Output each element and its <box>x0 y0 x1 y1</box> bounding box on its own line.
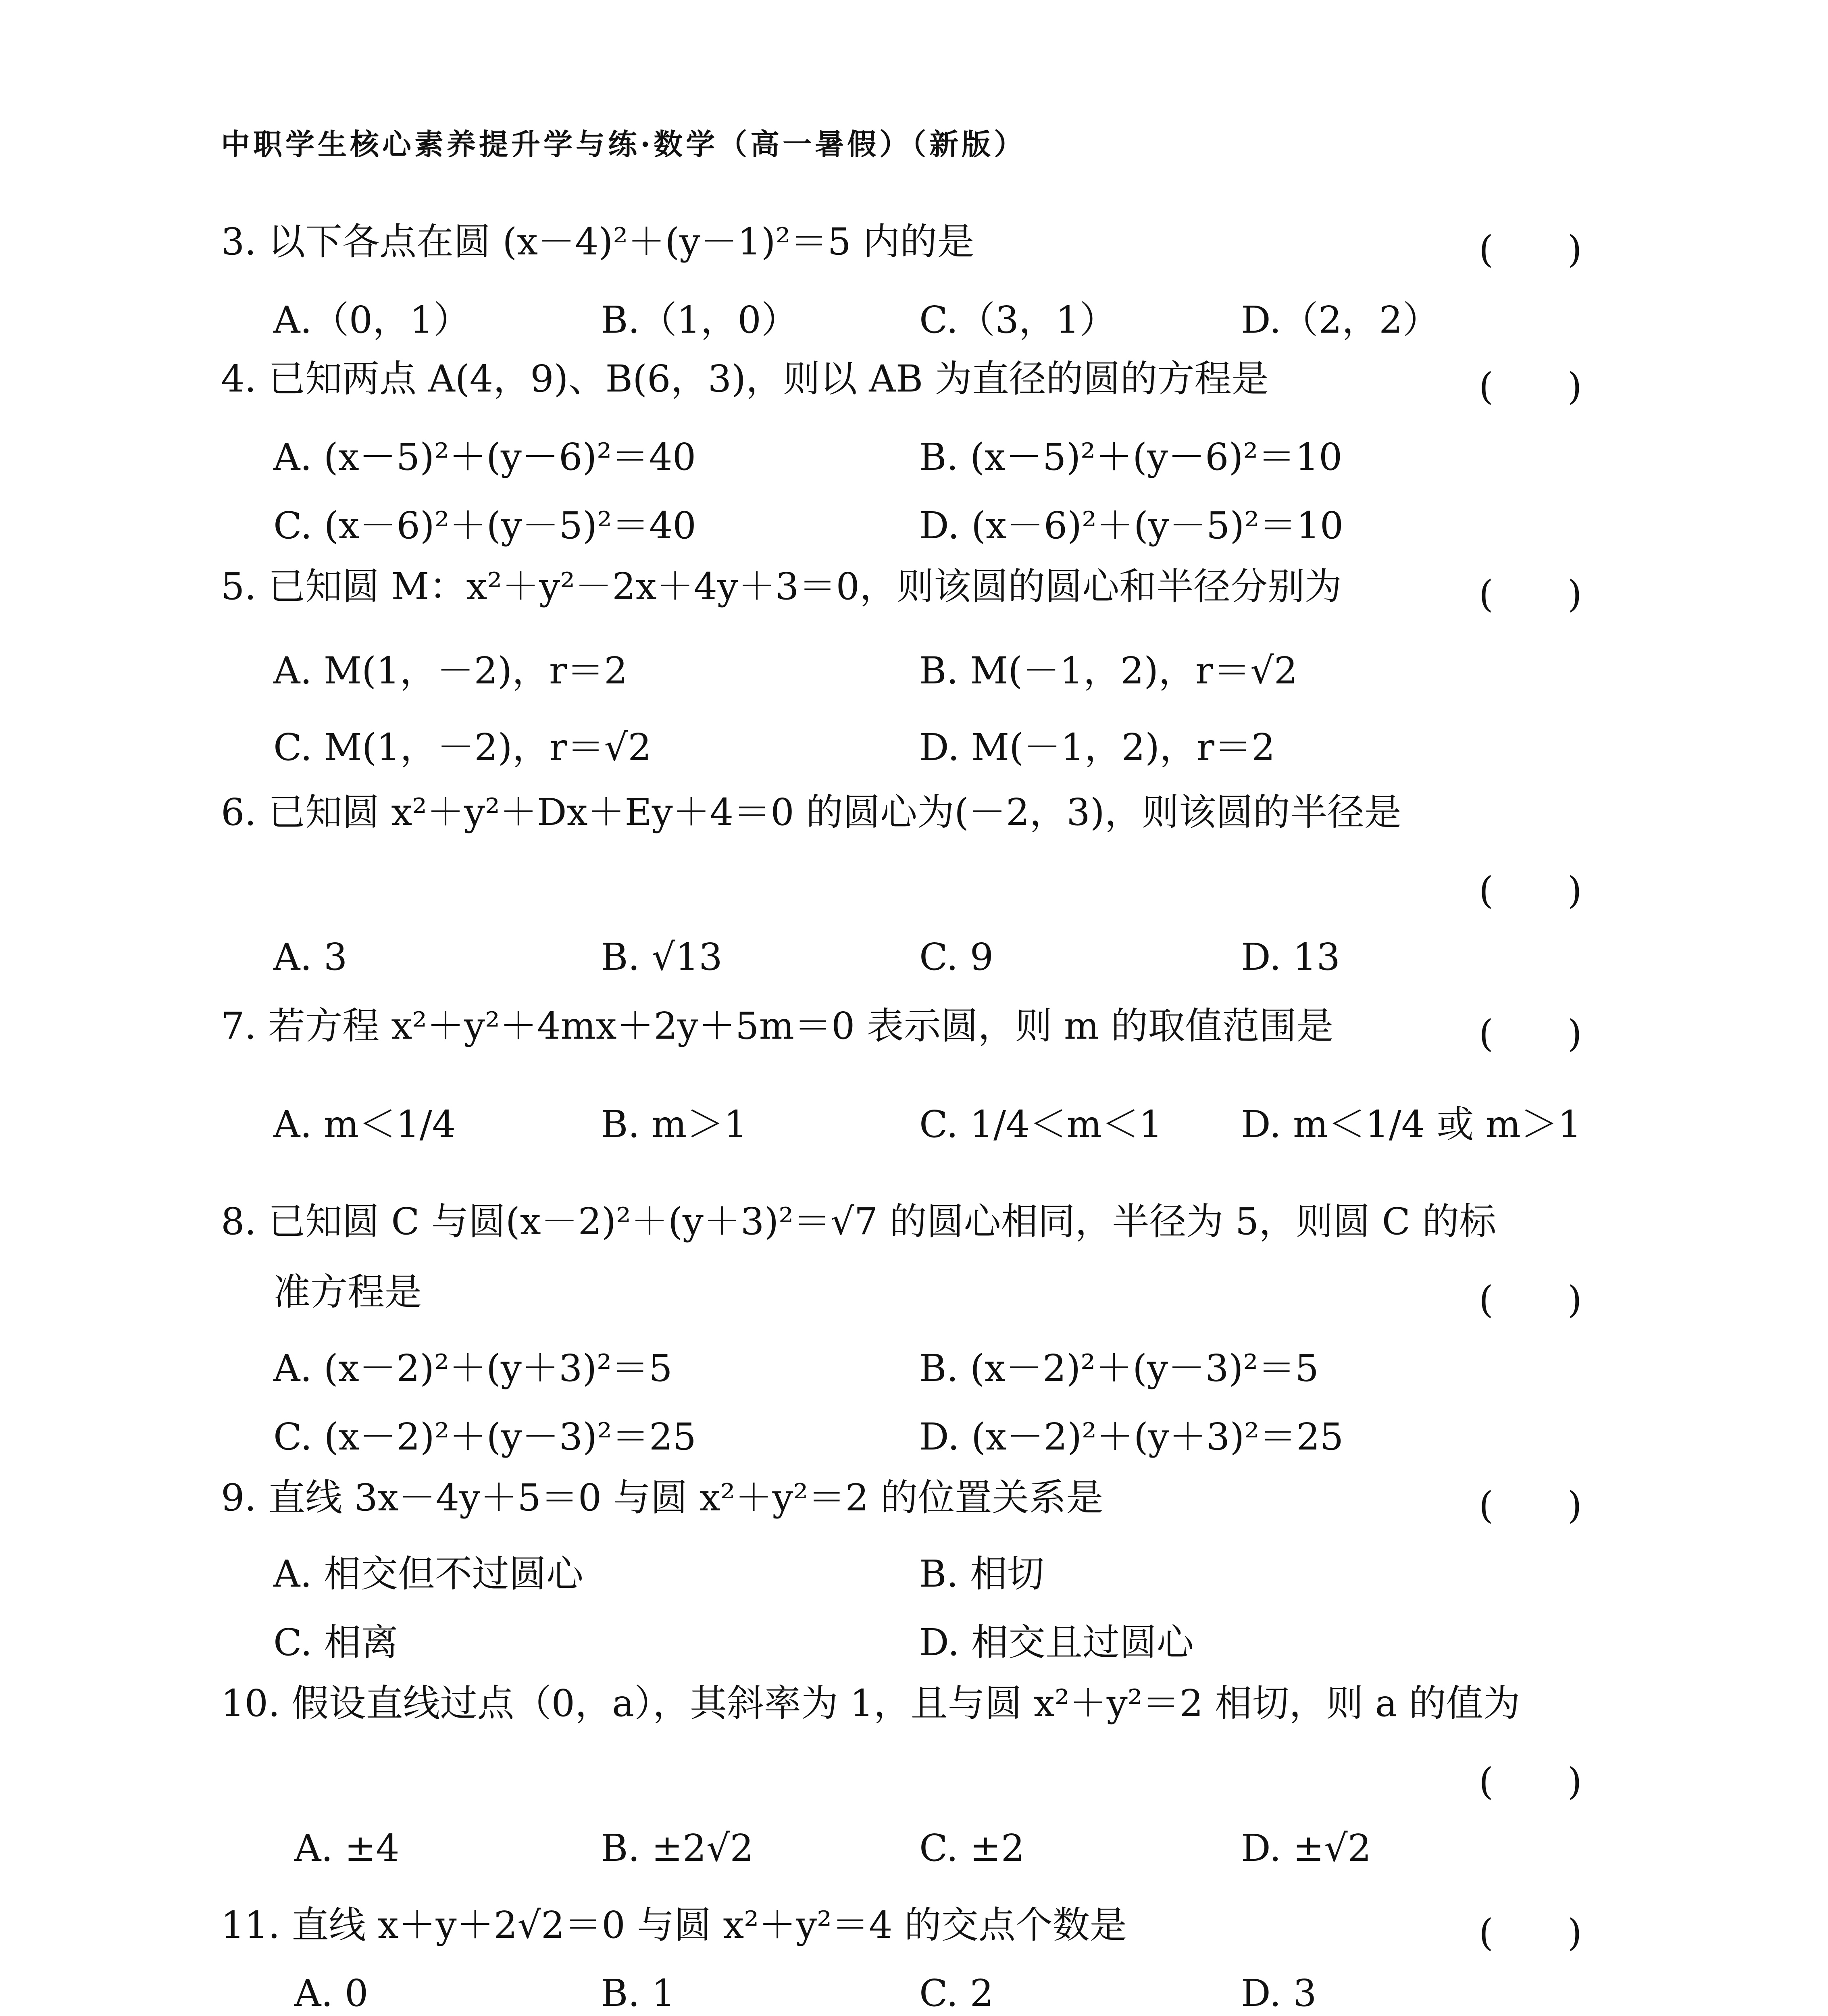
option-a: A. (x－5)²＋(y－6)²＝40 <box>273 435 696 479</box>
option-d: D. (x－6)²＋(y－5)²＝10 <box>919 504 1344 547</box>
option-c: C. (x－6)²＋(y－5)²＝40 <box>273 504 696 547</box>
answer-paren: ( ) <box>1479 1278 1582 1321</box>
question-11-stem: 11. 直线 x＋y＋2√2＝0 与圆 x²＋y²＝4 的交点个数是 <box>221 1904 1127 1947</box>
option-b: B. 相切 <box>919 1552 1045 1595</box>
option-c: C. 9 <box>919 935 994 979</box>
option-c: C. M(1，－2)，r＝√2 <box>273 726 652 769</box>
option-b: B. √13 <box>601 935 722 979</box>
option-d: D. M(－1，2)，r＝2 <box>919 726 1275 769</box>
answer-paren: ( ) <box>1479 573 1582 616</box>
option-a: A. m＜1/4 <box>273 1103 456 1146</box>
option-d: D. 相交且过圆心 <box>919 1621 1194 1664</box>
answer-paren: ( ) <box>1479 1012 1582 1055</box>
option-b: B. ±2√2 <box>601 1826 754 1870</box>
answer-paren: ( ) <box>1479 365 1582 408</box>
question-10-stem: 10. 假设直线过点（0，a），其斜率为 1，且与圆 x²＋y²＝2 相切，则 a 的值为 <box>221 1682 1520 1725</box>
option-d: D. 3 <box>1241 1972 1317 2015</box>
option-a: A.（0，1） <box>273 298 471 342</box>
option-c: C.（3，1） <box>919 298 1117 342</box>
option-c: C. (x－2)²＋(y－3)²＝25 <box>273 1415 696 1458</box>
answer-paren: ( ) <box>1479 1484 1582 1527</box>
option-b: B. (x－5)²＋(y－6)²＝10 <box>919 435 1343 479</box>
option-a: A. 相交但不过圆心 <box>273 1552 583 1595</box>
option-d: D. (x－2)²＋(y＋3)²＝25 <box>919 1415 1344 1458</box>
question-8-stem: 8. 已知圆 C 与圆(x－2)²＋(y＋3)²＝√7 的圆心相同，半径为 5，则圆 C 的标 <box>221 1200 1497 1243</box>
option-a: A. ±4 <box>294 1826 400 1870</box>
option-b: B. (x－2)²＋(y－3)²＝5 <box>919 1347 1319 1390</box>
question-7-stem: 7. 若方程 x²＋y²＋4mx＋2y＋5m＝0 表示圆，则 m 的取值范围是 <box>221 1004 1334 1048</box>
option-c: C. ±2 <box>919 1826 1025 1870</box>
option-d: D.（2，2） <box>1241 298 1440 342</box>
answer-paren: ( ) <box>1479 1911 1582 1954</box>
option-a: A. 0 <box>294 1972 369 2015</box>
question-3-stem: 3. 以下各点在圆 (x－4)²＋(y－1)²＝5 内的是 <box>221 220 974 263</box>
option-c: C. 1/4＜m＜1 <box>919 1103 1163 1146</box>
running-header: 中职学生核心素养提升学与练·数学（高一暑假）（新版） <box>221 127 1026 161</box>
question-8-stem-cont: 准方程是 <box>273 1270 422 1314</box>
option-b: B. M(－1，2)，r＝√2 <box>919 649 1298 692</box>
option-d: D. ±√2 <box>1241 1826 1372 1870</box>
question-6-stem: 6. 已知圆 x²＋y²＋Dx＋Ey＋4＝0 的圆心为(－2，3)，则该圆的半径是 <box>221 791 1401 834</box>
question-4-stem: 4. 已知两点 A(4，9)、B(6，3)，则以 AB 为直径的圆的方程是 <box>221 357 1269 400</box>
question-5-stem: 5. 已知圆 M：x²＋y²－2x＋4y＋3＝0，则该圆的圆心和半径分别为 <box>221 565 1342 608</box>
option-a: A. 3 <box>273 935 348 979</box>
answer-paren: ( ) <box>1479 228 1582 271</box>
option-a: A. (x－2)²＋(y＋3)²＝5 <box>273 1347 672 1390</box>
answer-paren: ( ) <box>1479 1760 1582 1803</box>
option-b: B. m＞1 <box>601 1103 747 1146</box>
option-a: A. M(1，－2)，r＝2 <box>273 649 628 692</box>
option-c: C. 2 <box>919 1972 994 2015</box>
question-9-stem: 9. 直线 3x－4y＋5＝0 与圆 x²＋y²＝2 的位置关系是 <box>221 1476 1103 1519</box>
option-b: B.（1，0） <box>601 298 798 342</box>
option-c: C. 相离 <box>273 1621 398 1664</box>
option-d: D. m＜1/4 或 m＞1 <box>1241 1103 1582 1146</box>
option-d: D. 13 <box>1241 935 1341 979</box>
option-b: B. 1 <box>601 1972 675 2015</box>
answer-paren: ( ) <box>1479 869 1582 912</box>
